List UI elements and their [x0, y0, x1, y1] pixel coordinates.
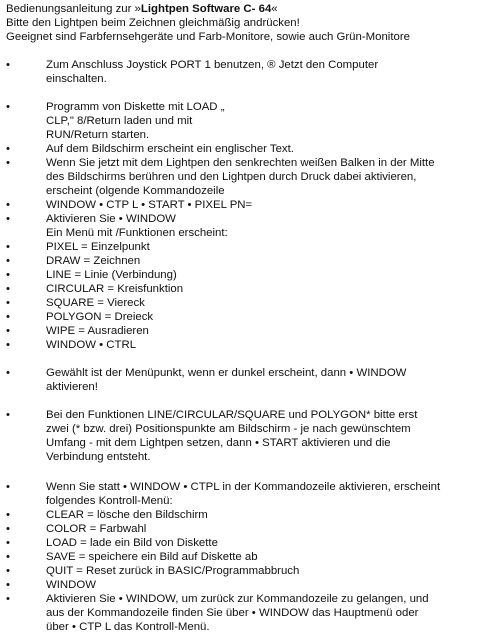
bullet-icon: •	[6, 325, 10, 337]
bullet-icon: •	[6, 297, 10, 309]
bullet-icon: •	[6, 269, 10, 281]
list-item-text: WINDOW • CTP L • START • PIXEL PN=	[46, 199, 253, 211]
bullet-icon: •	[6, 579, 10, 591]
list-item-continuation: RUN/Return starten.	[46, 129, 150, 141]
title-suffix: «	[271, 3, 278, 15]
list-item-text: COLOR = Farbwahl	[46, 523, 147, 535]
bullet-icon: •	[6, 59, 10, 71]
bullet-icon: •	[6, 101, 10, 113]
bullet-icon: •	[6, 213, 10, 225]
list-item-continuation: aus der Kommandozeile finden Sie über • WINDOW das Hauptmenü oder	[46, 607, 419, 619]
list-item-continuation: folgendes Kontroll-Menü:	[46, 495, 173, 507]
list-item-text: Zum Anschluss Joystick PORT 1 benutzen, ® Jetzt den Computer	[46, 59, 379, 71]
bullet-icon: •	[6, 199, 10, 211]
bullet-icon: •	[6, 537, 10, 549]
list-item-text: POLYGON = Dreieck	[46, 311, 154, 323]
list-item-continuation: einschalten.	[46, 73, 107, 85]
list-item-text: LOAD = lade ein Bild von Diskette	[46, 537, 218, 549]
list-item-text: QUIT = Reset zurück in BASIC/Programmabbruch	[46, 565, 300, 577]
list-item-text: Wenn Sie statt • WINDOW • CTPL in der Kommandozeile aktivieren, erscheint	[46, 481, 441, 493]
bullet-icon: •	[6, 157, 10, 169]
list-item-continuation: Umfang - mit dem Lightpen setzen, dann • START aktivieren und die	[46, 437, 391, 449]
title-prefix: Bedienungsanleitung zur »	[6, 3, 141, 15]
list-item-continuation: des Bildschirms berühren und den Lightpen durch Druck dabei aktivieren,	[46, 171, 417, 183]
list-item-continuation: Ein Menü mit /Funktionen erscheint:	[46, 227, 228, 239]
list-item-text: Gewählt ist der Menüpunkt, wenn er dunkel erscheint, dann • WINDOW	[46, 367, 407, 379]
bullet-icon: •	[6, 509, 10, 521]
bullet-icon: •	[6, 143, 10, 155]
list-item-text: PIXEL = Einzelpunkt	[46, 241, 150, 253]
bullet-icon: •	[6, 283, 10, 295]
list-item-text: SQUARE = Viereck	[46, 297, 145, 309]
monitor-compatibility: Geeignet sind Farbfernsehgeräte und Farb-Monitore, sowie auch Grün-Monitore	[6, 31, 410, 43]
bullet-icon: •	[6, 481, 10, 493]
list-item-text: WIPE = Ausradieren	[46, 325, 149, 337]
list-item-continuation: erscheint (olgende Kommandozeile	[46, 185, 225, 197]
list-item-text: CIRCULAR = Kreisfunktion	[46, 283, 184, 295]
bullet-icon: •	[6, 255, 10, 267]
list-item-text: Programm von Diskette mit LOAD „	[46, 101, 225, 113]
bullet-icon: •	[6, 241, 10, 253]
bullet-icon: •	[6, 311, 10, 323]
bullet-icon: •	[6, 339, 10, 351]
list-item-continuation: aktivieren!	[46, 381, 98, 393]
list-item-text: WINDOW • CTRL	[46, 339, 137, 351]
bullet-icon: •	[6, 409, 10, 421]
list-item-text: SAVE = speichere ein Bild auf Diskette ab	[46, 551, 258, 563]
list-item-text: Aktivieren Sie • WINDOW, um zurück zur Kommandozeile zu gelangen, und	[46, 593, 429, 605]
list-item-text: LINE = Linie (Verbindung)	[46, 269, 177, 281]
list-item-text: WINDOW	[46, 579, 96, 591]
list-item-text: Auf dem Bildschirm erscheint ein englischer Text.	[46, 143, 294, 155]
list-item-text: CLEAR = lösche den Bildschirm	[46, 509, 208, 521]
pen-instruction: Bitte den Lightpen beim Zeichnen gleichmäßig andrücken!	[6, 17, 300, 29]
title-product-name: Lightpen Software C- 64	[140, 3, 272, 15]
list-item-text: DRAW = Zeichnen	[46, 255, 141, 267]
bullet-icon: •	[6, 367, 10, 379]
list-item-text: Aktivieren Sie • WINDOW	[46, 213, 176, 225]
bullet-icon: •	[6, 523, 10, 535]
list-item-continuation: zwei (* bzw. drei) Positionspunkte am Bildschirm - je nach gewünschtem	[46, 423, 411, 435]
bullet-icon: •	[6, 593, 10, 605]
bullet-icon: •	[6, 551, 10, 563]
list-item-text: Bei den Funktionen LINE/CIRCULAR/SQUARE und POLYGON* bitte erst	[46, 409, 418, 421]
list-item-continuation: Verbindung entsteht.	[46, 451, 151, 463]
bullet-icon: •	[6, 565, 10, 577]
list-item-continuation: über • CTP L das Kontroll-Menü.	[46, 621, 210, 633]
manual-title	[6, 2, 278, 16]
list-item-continuation: CLP," 8/Return laden und mit	[46, 115, 193, 127]
list-item-text: Wenn Sie jetzt mit dem Lightpen den senkrechten weißen Balken in der Mitte	[46, 157, 435, 169]
